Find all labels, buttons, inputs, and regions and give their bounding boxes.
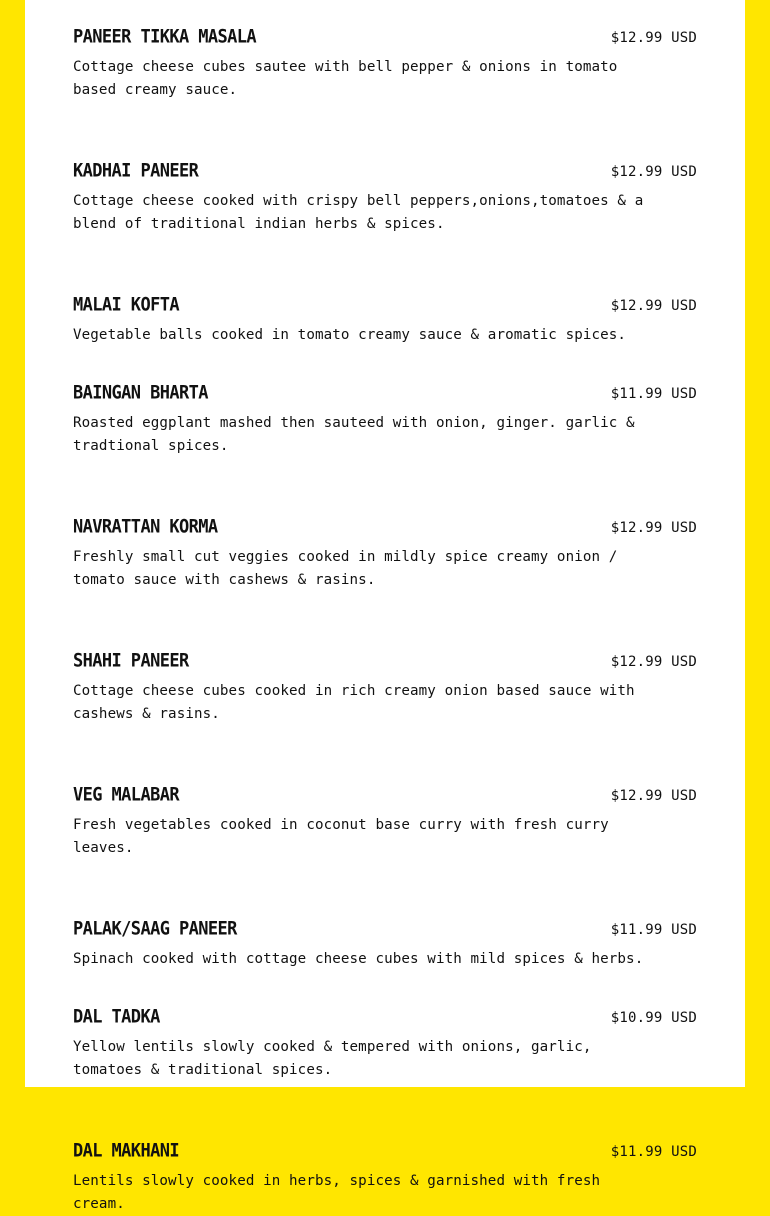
menu-item-header: [73, 1007, 697, 1033]
menu-item-name: SHAHI PANEER: [73, 649, 189, 673]
menu-item-description: Freshly small cut veggies cooked in mildly spice creamy onion / tomato sauce with cashews & rasins.: [73, 549, 618, 588]
menu-item-header: [73, 383, 697, 409]
menu-item-price: $12.99 USD: [610, 164, 697, 180]
menu-item-name: KADHAI PANEER: [73, 159, 199, 183]
menu-item-description: Cottage cheese cooked with crispy bell peppers,onions,tomatoes & a blend of traditional indian herbs & spices.: [73, 193, 644, 232]
menu-item-header: [73, 517, 697, 543]
menu-item-price: $12.99 USD: [610, 520, 697, 536]
menu-item: [73, 27, 697, 102]
menu-item-description: Yellow lentils slowly cooked & tempered with onions, garlic, tomatoes & traditional spices.: [73, 1039, 592, 1078]
menu-item-description: Vegetable balls cooked in tomato creamy sauce & aromatic spices.: [73, 327, 627, 343]
menu-item-description: Lentils slowly cooked in herbs, spices & garnished with fresh cream.: [73, 1173, 601, 1212]
menu-item-name: BAINGAN BHARTA: [73, 381, 208, 405]
menu-item: [73, 161, 697, 236]
menu-item: [73, 383, 697, 458]
menu-item-description: Cottage cheese cubes sautee with bell pepper & onions in tomato based creamy sauce.: [73, 59, 618, 98]
menu-item-price: $11.99 USD: [610, 922, 697, 938]
menu-item-name: DAL MAKHANI: [73, 1139, 179, 1163]
menu-item-price: $12.99 USD: [610, 788, 697, 804]
menu-item-header: [73, 785, 697, 811]
menu-item-description: Roasted eggplant mashed then sauteed with onion, ginger. garlic & tradtional spices.: [73, 415, 635, 454]
menu-item: [73, 651, 697, 726]
menu-item-name: VEG MALABAR: [73, 783, 179, 807]
menu-item-header: [73, 161, 697, 187]
menu-list: [73, 27, 697, 1216]
menu-item: [73, 919, 697, 971]
menu-item-name: MALAI KOFTA: [73, 293, 179, 317]
menu-item-header: [73, 919, 697, 945]
menu-item-description: Fresh vegetables cooked in coconut base curry with fresh curry leaves.: [73, 817, 609, 856]
menu-item-price: $12.99 USD: [610, 654, 697, 670]
menu-page: [25, 0, 745, 1212]
menu-item-name: PALAK/SAAG PANEER: [73, 917, 237, 941]
menu-item-price: $11.99 USD: [610, 386, 697, 402]
menu-item: [73, 1007, 697, 1082]
menu-item: [73, 1141, 697, 1216]
menu-item-description: Spinach cooked with cottage cheese cubes with mild spices & herbs.: [73, 951, 644, 967]
menu-item-price: $11.99 USD: [610, 1144, 697, 1160]
menu-item-description: Cottage cheese cubes cooked in rich creamy onion based sauce with cashews & rasins.: [73, 683, 635, 722]
menu-item-price: $12.99 USD: [610, 298, 697, 314]
menu-item: [73, 785, 697, 860]
menu-item: [73, 517, 697, 592]
menu-item-price: $12.99 USD: [610, 30, 697, 46]
menu-item-header: [73, 295, 697, 321]
menu-item-name: NAVRATTAN KORMA: [73, 515, 218, 539]
menu-item-name: PANEER TIKKA MASALA: [73, 25, 257, 49]
menu-item-header: [73, 651, 697, 677]
menu-item: [73, 295, 697, 347]
menu-item-header: [73, 27, 697, 53]
menu-item-price: $10.99 USD: [610, 1010, 697, 1026]
menu-item-name: DAL TADKA: [73, 1005, 160, 1029]
menu-item-header: [73, 1141, 697, 1167]
